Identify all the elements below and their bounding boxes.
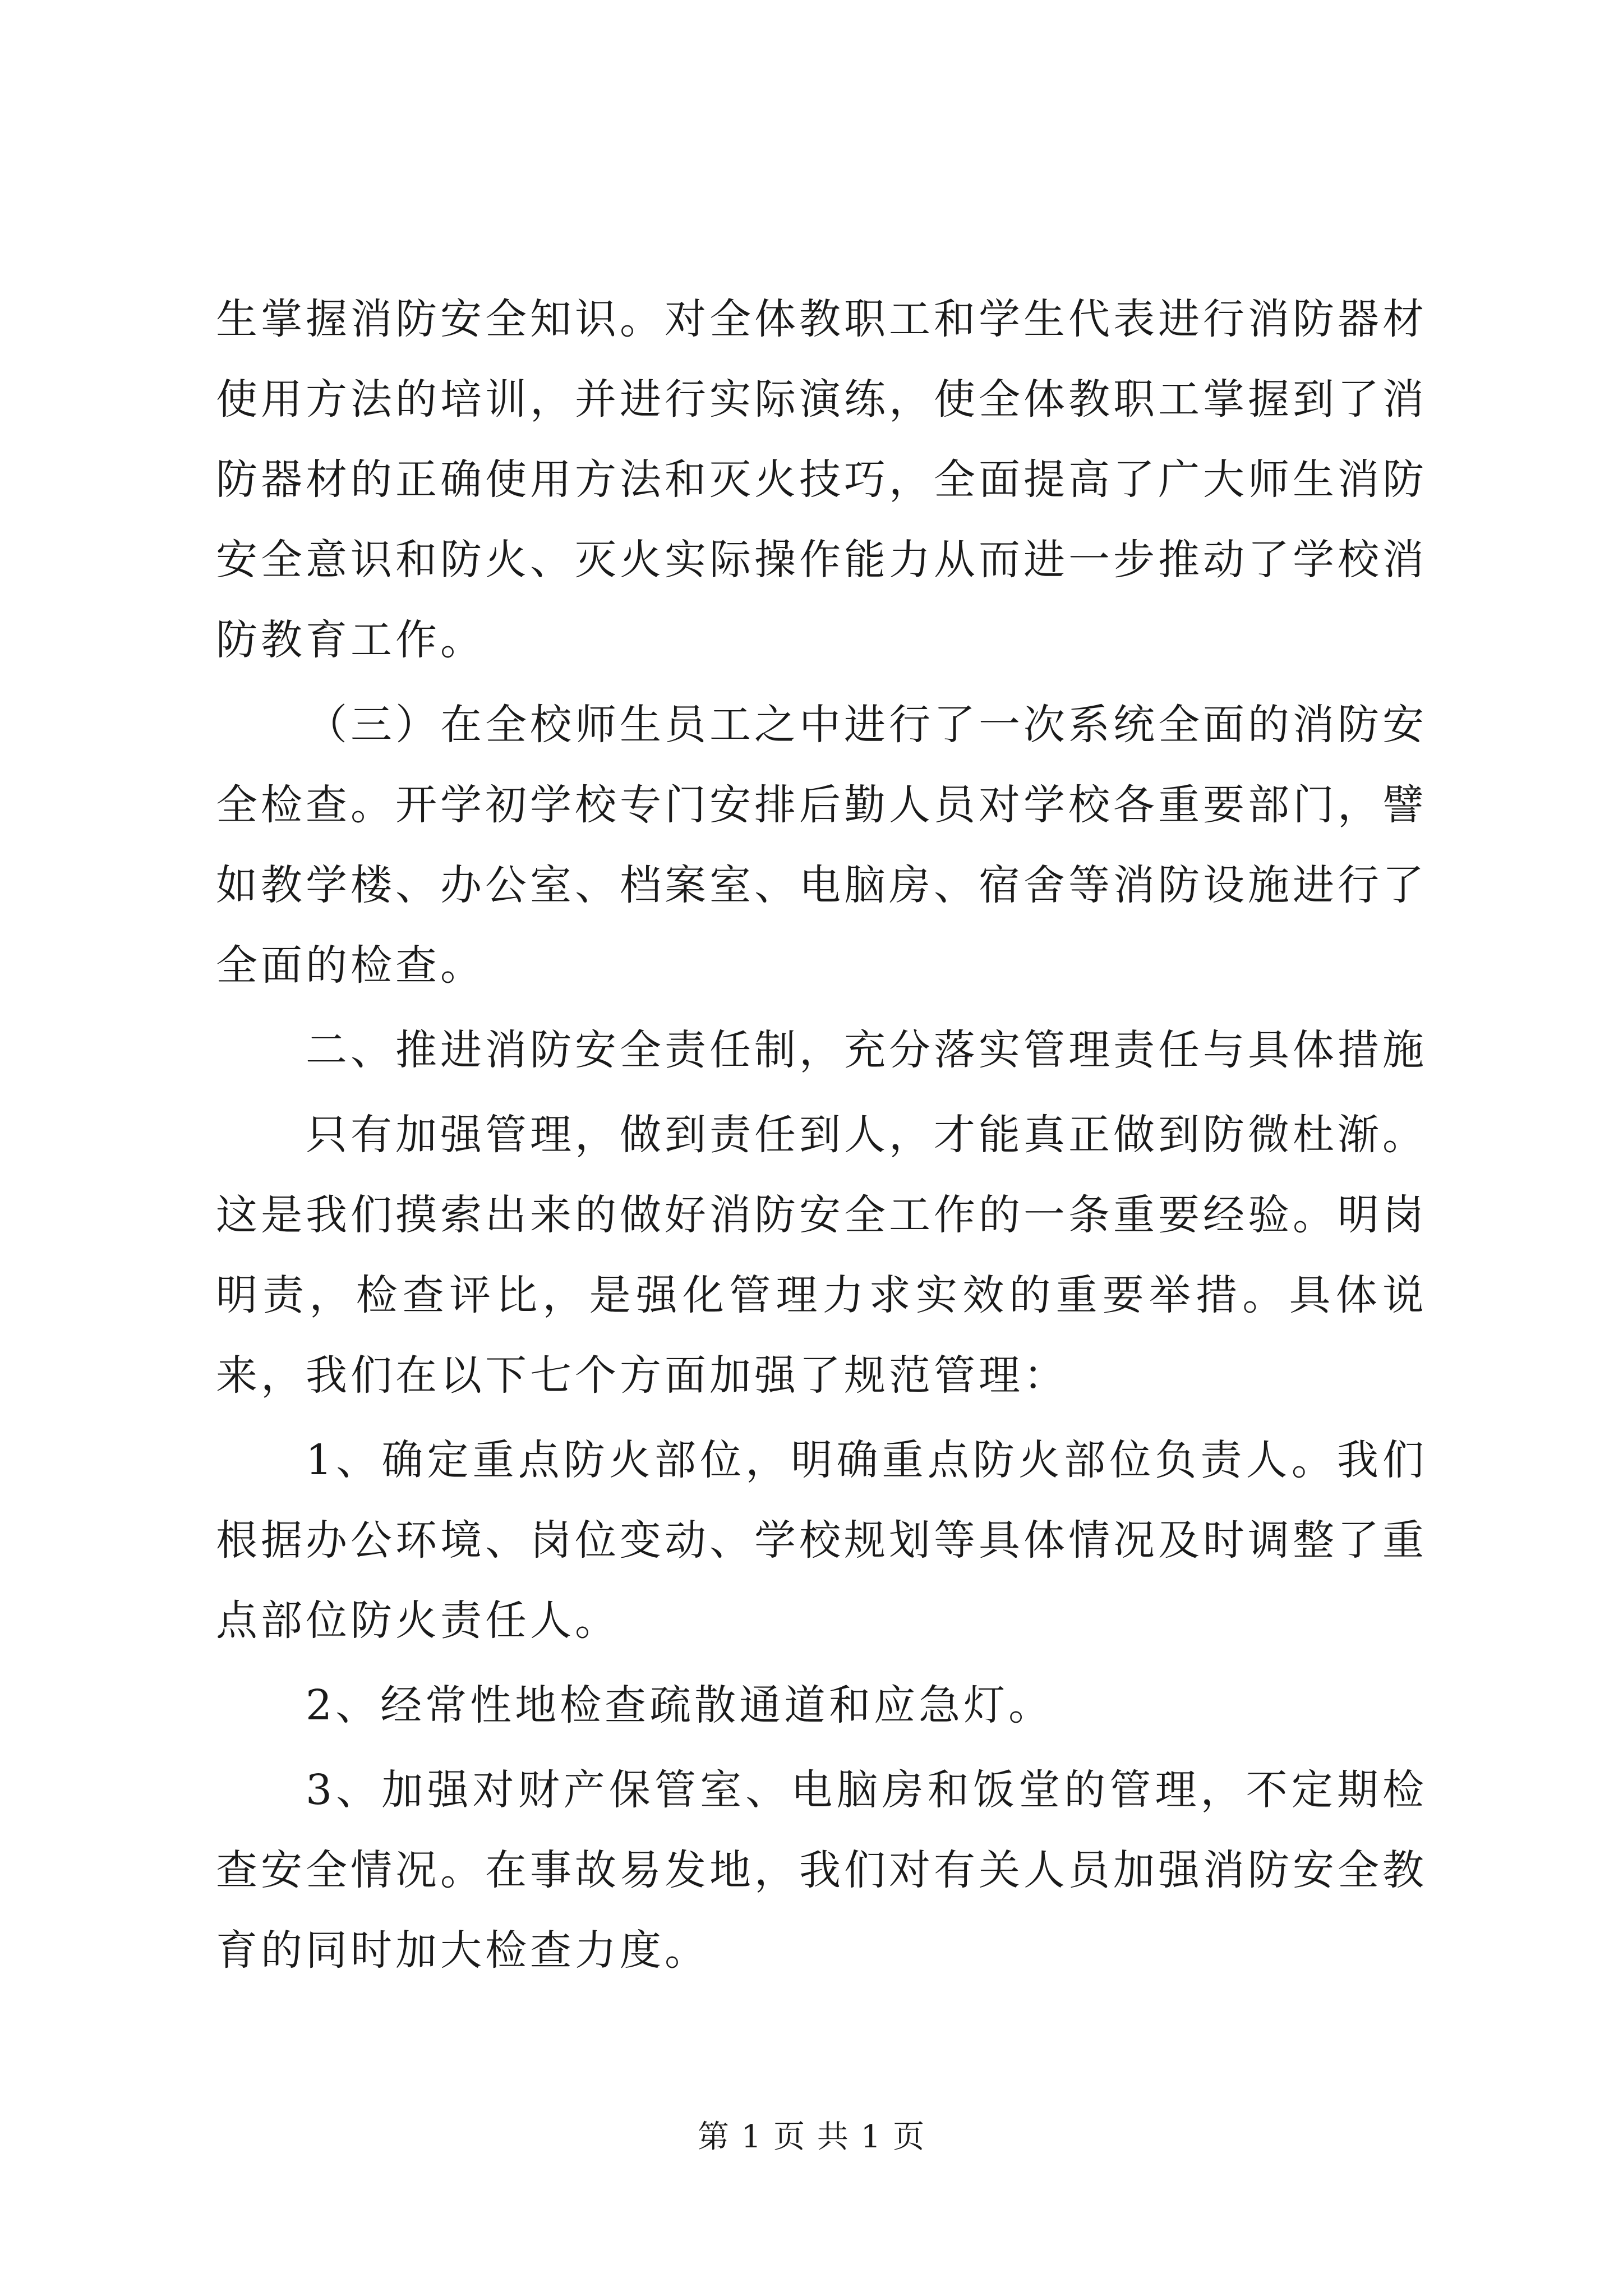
document-body (216, 279, 1427, 1995)
paragraph-1: 生掌握消防安全知识。对全体教职工和学生代表进行消防器材使用方法的培训，并进行实际演练，使全体教职工掌握到了消防器材的正确使用方法和灭火技巧，全面提高了广大师生消防安全意识和防火、灭火实际操作能力从而进一步推动了学校消防教育工作。 (216, 295, 1427, 664)
list-item-2: 2、经常性地检查疏散通道和应急灯。 (306, 1681, 1054, 1729)
section-heading: 二、推进消防安全责任制，充分落实管理责任与具体措施 (306, 1026, 1427, 1074)
list-item-1: 1、确定重点防火部位，明确重点防火部位负责人。我们根据办公环境、岗位变动、学校规划等具体情况及时调整了重点部位防火责任人。 (216, 1436, 1427, 1645)
list-item-3: 3、加强对财产保管室、电脑房和饭堂的管理，不定期检查安全情况。在事故易发地，我们对有关人员加强消防安全教育的同时加大检查力度。 (216, 1766, 1427, 1975)
page-footer: 第 1 页 共 1 页 (697, 2119, 926, 2155)
paragraph-3: 只有加强管理，做到责任到人，才能真正做到防微杜渐。这是我们摸索出来的做好消防安全工作的一条重要经验。明岗明责，检查评比，是强化管理力求实效的重要举措。具体说来，我们在以下七个方面加强了规范管理： (216, 1111, 1427, 1400)
paragraph-2: （三）在全校师生员工之中进行了一次系统全面的消防安全检查。开学初学校专门安排后勤人员对学校各重要部门，譬如教学楼、办公室、档案室、电脑房、宿舍等消防设施进行了全面的检查。 (216, 701, 1427, 990)
